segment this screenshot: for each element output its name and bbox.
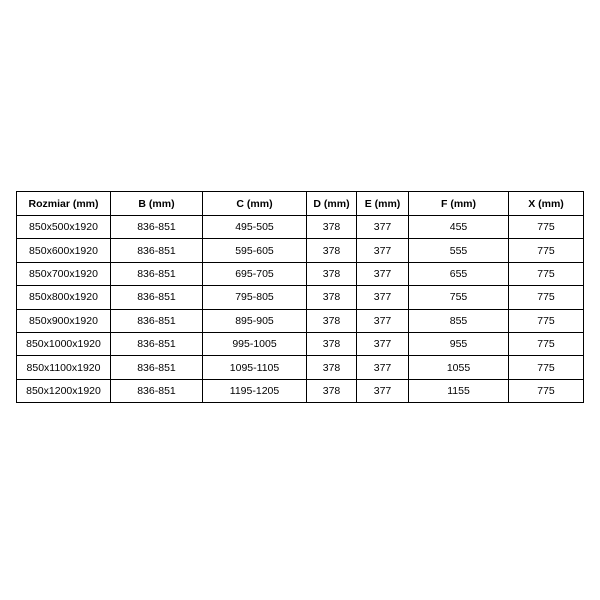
cell-d: 378 [307,309,357,332]
cell-rozmiar: 850x1200x1920 [17,379,111,402]
header-x: X (mm) [509,192,584,216]
cell-b: 836-851 [111,262,203,285]
cell-c: 595-605 [203,239,307,262]
cell-e: 377 [357,356,409,379]
header-e: E (mm) [357,192,409,216]
table-row [17,239,584,262]
cell-d: 378 [307,332,357,355]
table-row [17,332,584,355]
cell-rozmiar: 850x600x1920 [17,239,111,262]
table-row [17,309,584,332]
cell-x: 775 [509,262,584,285]
cell-d: 378 [307,239,357,262]
cell-e: 377 [357,286,409,309]
cell-f: 1055 [409,356,509,379]
cell-b: 836-851 [111,309,203,332]
cell-b: 836-851 [111,239,203,262]
cell-d: 378 [307,216,357,239]
cell-rozmiar: 850x1000x1920 [17,332,111,355]
cell-b: 836-851 [111,379,203,402]
cell-f: 755 [409,286,509,309]
cell-x: 775 [509,239,584,262]
header-rozmiar: Rozmiar (mm) [17,192,111,216]
cell-f: 555 [409,239,509,262]
cell-rozmiar: 850x800x1920 [17,286,111,309]
table-row [17,356,584,379]
cell-b: 836-851 [111,216,203,239]
cell-b: 836-851 [111,286,203,309]
table-row [17,262,584,285]
cell-b: 836-851 [111,332,203,355]
cell-c: 1195-1205 [203,379,307,402]
header-row [17,192,584,216]
dimensions-table [16,191,584,403]
cell-d: 378 [307,356,357,379]
cell-c: 995-1005 [203,332,307,355]
cell-f: 1155 [409,379,509,402]
cell-e: 377 [357,332,409,355]
cell-c: 495-505 [203,216,307,239]
table-row [17,286,584,309]
header-b: B (mm) [111,192,203,216]
cell-x: 775 [509,332,584,355]
table-row [17,379,584,402]
cell-d: 378 [307,286,357,309]
cell-e: 377 [357,216,409,239]
cell-c: 795-805 [203,286,307,309]
cell-x: 775 [509,309,584,332]
cell-rozmiar: 850x1100x1920 [17,356,111,379]
header-f: F (mm) [409,192,509,216]
cell-e: 377 [357,309,409,332]
cell-x: 775 [509,286,584,309]
cell-f: 855 [409,309,509,332]
cell-e: 377 [357,379,409,402]
cell-c: 895-905 [203,309,307,332]
cell-c: 1095-1105 [203,356,307,379]
cell-e: 377 [357,239,409,262]
cell-x: 775 [509,356,584,379]
cell-x: 775 [509,379,584,402]
cell-e: 377 [357,262,409,285]
cell-rozmiar: 850x500x1920 [17,216,111,239]
cell-x: 775 [509,216,584,239]
header-c: C (mm) [203,192,307,216]
cell-rozmiar: 850x900x1920 [17,309,111,332]
cell-c: 695-705 [203,262,307,285]
cell-rozmiar: 850x700x1920 [17,262,111,285]
cell-f: 455 [409,216,509,239]
cell-f: 955 [409,332,509,355]
cell-f: 655 [409,262,509,285]
header-d: D (mm) [307,192,357,216]
table-row [17,216,584,239]
cell-b: 836-851 [111,356,203,379]
cell-d: 378 [307,262,357,285]
cell-d: 378 [307,379,357,402]
